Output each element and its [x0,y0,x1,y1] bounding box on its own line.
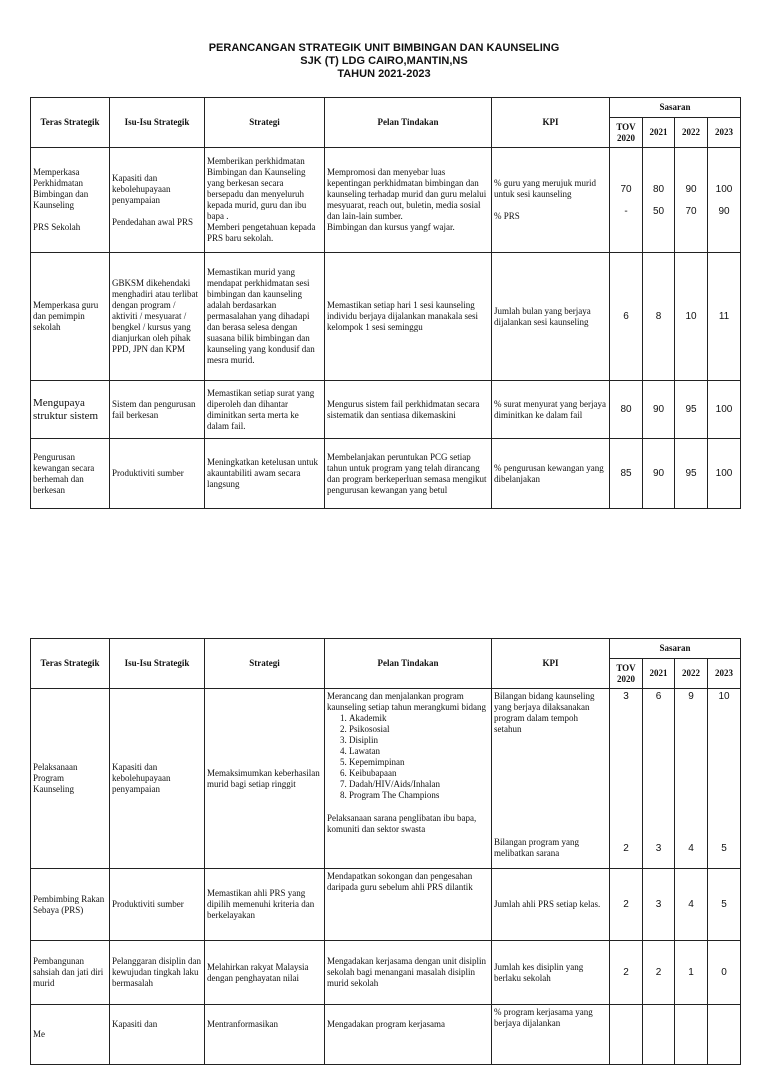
cell-2022-a: 9 [675,689,708,829]
cell-kpi: Jumlah kes disiplin yang berlaku sekolah [492,941,610,1005]
header-sasaran: Sasaran [610,639,741,659]
cell-tov-b: 2 [610,829,643,869]
header-kpi: KPI [492,98,610,148]
list-item: 4. Lawatan [349,746,489,757]
cell-strategi: Melahirkan rakyat Malaysia dengan penghayatan nilai [205,941,325,1005]
list-item: 3. Disiplin [349,735,489,746]
strategic-plan-table-2 [30,638,741,1065]
title-line-1: PERANCANGAN STRATEGIK UNIT BIMBINGAN DAN KAUNSELING [208,42,560,54]
cell-isu: Produktiviti sumber [110,869,205,941]
table-row [31,253,741,381]
header-2023: 2023 [708,659,741,689]
header-sasaran: Sasaran [610,98,741,118]
cell-tov: 70 - [610,148,643,253]
cell-strategi: Mentranformasikan [205,1005,325,1065]
cell-pelan: Memastikan setiap hari 1 sesi kaunseling individu berjaya dijalankan manakala sesi kelompok 1 sesi seminggu [325,253,492,381]
cell-2022 [675,1005,708,1065]
cell-tov: 80 [610,381,643,439]
document-title [0,42,768,81]
pelan-list [327,713,489,801]
cell-strategi: Memastikan murid yang mendapat perkhidmatan sesi bimbingan dan kaunseling adalah berdasarkan permasalahan yang dihadapi dan berasa selesa dengan suasana bilik bimbingan dan kaunseling yang kondusif dan mesra murid. [205,253,325,381]
header-kpi: KPI [492,639,610,689]
header-isu: Isu-Isu Strategik [110,639,205,689]
cell-kpi: Jumlah bulan yang berjaya dijalankan sesi kaunseling [492,253,610,381]
cell-2022: 10 [675,253,708,381]
cell-isu: Sistem dan pengurusan fail berkesan [110,381,205,439]
cell-2023: 100 [708,439,741,509]
cell-strategi: Memberikan perkhidmatan Bimbingan dan Kaunseling yang berkesan secara bersepadu dan menyeluruh kepada murid, guru dan ibu bapa . Memberi pengetahuan kepada PRS baru sekolah. [205,148,325,253]
header-pelan: Pelan Tindakan [325,98,492,148]
header-row [31,639,741,659]
cell-teras: Pembangunan sahsiah dan jati diri murid [31,941,110,1005]
cell-2022: 4 [675,869,708,941]
cell-strategi: Meningkatkan ketelusan untuk akauntabiliti awam secara langsung [205,439,325,509]
table-row [31,148,741,253]
cell-isu: Produktiviti sumber [110,439,205,509]
header-strategi: Strategi [205,98,325,148]
cell-pelan: Mengadakan kerjasama dengan unit disiplin sekolah bagi menangani masalah disiplin murid sekolah [325,941,492,1005]
cell-teras: Memperkasa Perkhidmatan Bimbingan dan Kaunseling PRS Sekolah [31,148,110,253]
cell-2023-b: 5 [708,829,741,869]
cell-2021: 90 [643,439,675,509]
header-2021: 2021 [643,659,675,689]
header-isu: Isu-Isu Strategik [110,98,205,148]
cell-kpi: % pengurusan kewangan yang dibelanjakan [492,439,610,509]
cell-2023: 0 [708,941,741,1005]
list-item: 2. Psikososial [349,724,489,735]
cell-2022: 95 [675,381,708,439]
cell-teras: Me [31,1005,110,1065]
cell-2023: 100 90 [708,148,741,253]
list-item: 1. Akademik [349,713,489,724]
cell-2022-b: 4 [675,829,708,869]
cell-teras: Pengurusan kewangan secara berhemah dan berkesan [31,439,110,509]
cell-pelan: Mendapatkan sokongan dan pengesahan daripada guru sebelum ahli PRS dilantik [325,869,492,941]
cell-tov: 6 [610,253,643,381]
cell-teras: Mengupaya struktur sistem [31,381,110,439]
cell-2021 [643,1005,675,1065]
cell-2021: 8 [643,253,675,381]
cell-teras: Pembimbing Rakan Sebaya (PRS) [31,869,110,941]
cell-2023: 100 [708,381,741,439]
cell-2021: 90 [643,381,675,439]
header-tov: TOV 2020 [610,659,643,689]
table-row [31,439,741,509]
cell-isu: Pelanggaran disiplin dan kewujudan tingkah laku bermasalah [110,941,205,1005]
cell-2021: 80 50 [643,148,675,253]
cell-2021-a: 6 [643,689,675,829]
cell-2021-b: 3 [643,829,675,869]
table-row [31,941,741,1005]
cell-kpi-b: Bilangan program yang melibatkan sarana [492,829,610,869]
cell-2022: 95 [675,439,708,509]
cell-kpi-a: Bilangan bidang kaunseling yang berjaya dilaksanakan program dalam tempoh setahun [492,689,610,829]
list-item: 8. Program The Champions [349,790,489,801]
cell-kpi: % program kerjasama yang berjaya dijalankan [492,1005,610,1065]
cell-isu: GBKSM dikehendaki menghadiri atau terlibat dengan program / aktiviti / mesyuarat / bengkel / kursus yang dianjurkan oleh pihak PPD, JPN dan KPM [110,253,205,381]
header-2021: 2021 [643,118,675,148]
cell-strategi: Memaksimumkan keberhasilan murid bagi setiap ringgit [205,689,325,869]
cell-2022: 1 [675,941,708,1005]
pelan-intro: Merancang dan menjalankan program kaunseling setiap tahun merangkumi bidang [327,691,486,712]
pelan-extra: Pelaksanaan sarana penglibatan ibu bapa, komuniti dan sektor swasta [327,813,477,834]
cell-2023-a: 10 [708,689,741,829]
cell-2023 [708,1005,741,1065]
cell-tov: 2 [610,869,643,941]
strategic-plan-table-1 [30,97,741,509]
cell-tov: 85 [610,439,643,509]
cell-tov: 2 [610,941,643,1005]
table-row [31,689,741,829]
header-2023: 2023 [708,118,741,148]
table-row [31,869,741,941]
header-row [31,98,741,118]
cell-2021: 3 [643,869,675,941]
cell-kpi: % guru yang merujuk murid untuk sesi kaunseling % PRS [492,148,610,253]
list-item: 6. Keibubapaan [349,768,489,779]
cell-pelan: Mempromosi dan menyebar luas kepentingan perkhidmatan bimbingan dan kaunseling terhadap murid dan guru melalui mesyuarat, reach out, buletin, media sosial dan lain-lain sumber. Bimbingan dan kursus yangf wajar. [325,148,492,253]
cell-teras: Memperkasa guru dan pemimpin sekolah [31,253,110,381]
cell-isu: Kapasiti dan kebolehupayaan penyampaian [110,689,205,869]
cell-pelan: Membelanjakan peruntukan PCG setiap tahun untuk program yang telah dirancang dan program berkeperluan semasa mengikut pengurusan kewangan yang betul [325,439,492,509]
cell-2023: 11 [708,253,741,381]
cell-kpi: Jumlah ahli PRS setiap kelas. [492,869,610,941]
cell-kpi: % surat menyurat yang berjaya diminitkan ke dalam fail [492,381,610,439]
header-teras: Teras Strategik [31,98,110,148]
table-row [31,1005,741,1065]
cell-tov [610,1005,643,1065]
list-item: 5. Kepemimpinan [349,757,489,768]
cell-teras: Pelaksanaan Program Kaunseling [31,689,110,869]
cell-2021: 2 [643,941,675,1005]
table-row [31,381,741,439]
cell-pelan: Mengadakan program kerjasama [325,1005,492,1065]
cell-tov-a: 3 [610,689,643,829]
cell-pelan [325,689,492,869]
header-2022: 2022 [675,659,708,689]
cell-pelan: Mengurus sistem fail perkhidmatan secara sistematik dan sentiasa dikemaskini [325,381,492,439]
header-tov: TOV 2020 [610,118,643,148]
title-line-2: SJK (T) LDG CAIRO,MANTIN,NS [300,55,468,67]
list-item: 7. Dadah/HIV/Aids/Inhalan [349,779,489,790]
header-strategi: Strategi [205,639,325,689]
cell-isu: Kapasiti dan [110,1005,205,1065]
header-2022: 2022 [675,118,708,148]
cell-isu: Kapasiti dan kebolehupayaan penyampaian Pendedahan awal PRS [110,148,205,253]
cell-strategi: Memastikan setiap surat yang diperoleh dan dihantar diminitkan serta merta ke dalam fail. [205,381,325,439]
cell-strategi: Memastikan ahli PRS yang dipilih memenuhi kriteria dan berkelayakan [205,869,325,941]
header-teras: Teras Strategik [31,639,110,689]
title-line-3: TAHUN 2021-2023 [337,68,431,80]
cell-2023: 5 [708,869,741,941]
cell-2022: 90 70 [675,148,708,253]
header-pelan: Pelan Tindakan [325,639,492,689]
